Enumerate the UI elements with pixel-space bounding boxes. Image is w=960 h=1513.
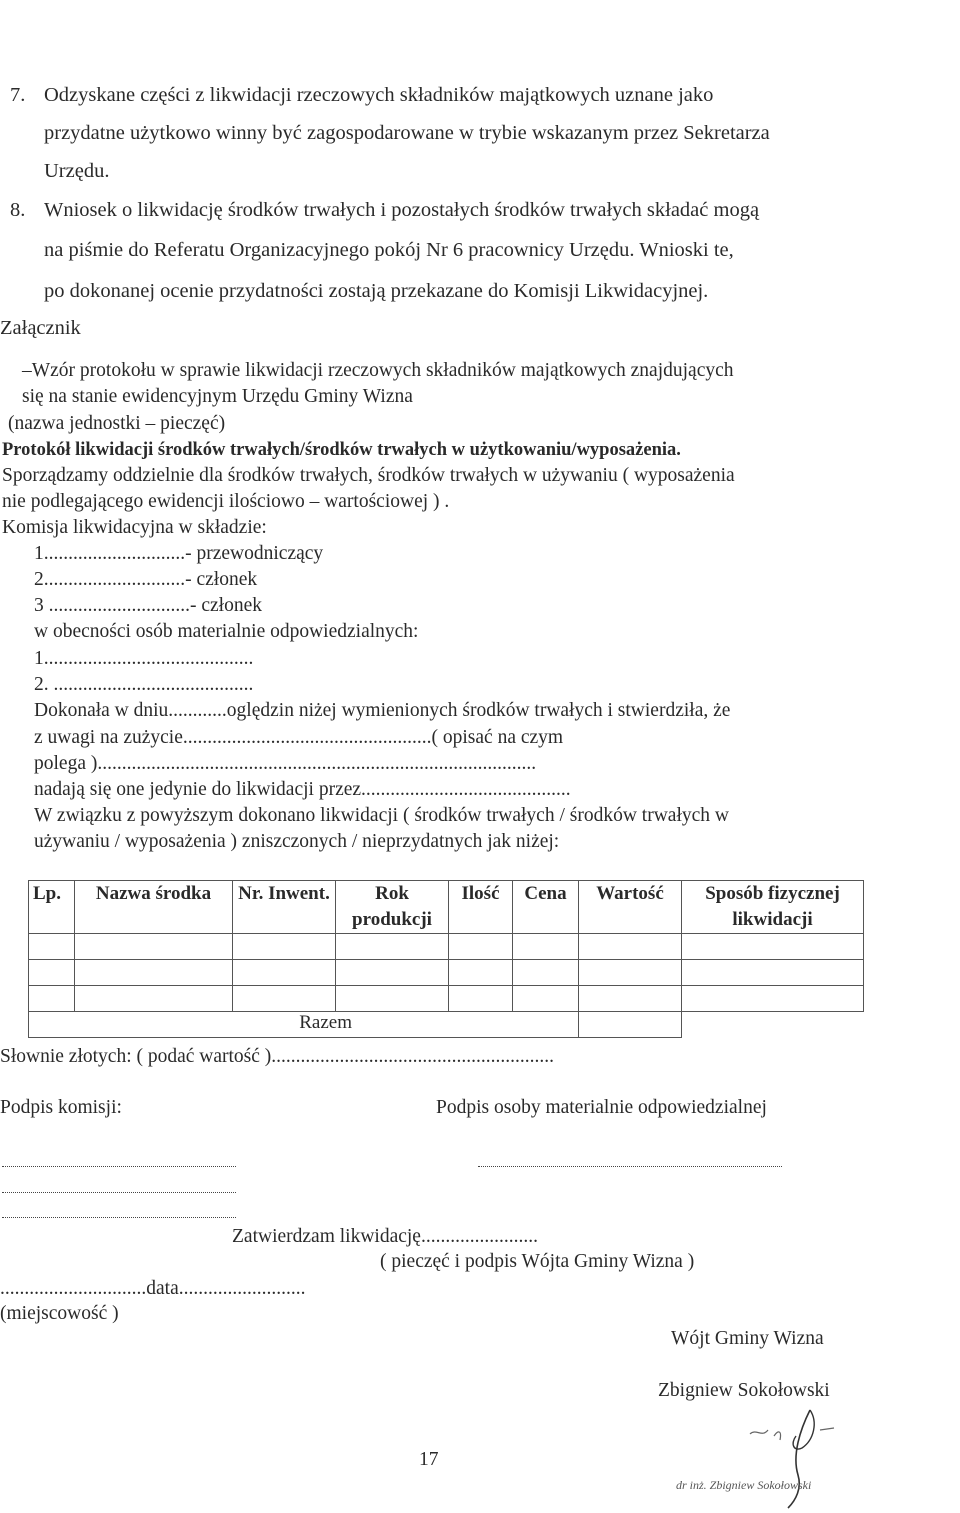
attachment-label: Załącznik xyxy=(0,317,81,339)
table-cell[interactable] xyxy=(579,960,682,986)
header-quantity: Ilość xyxy=(449,881,513,934)
item-7-number: 7. xyxy=(10,84,26,106)
total-value-cell[interactable] xyxy=(579,1012,682,1038)
committee-member-1: 1.............................- przewodniczący xyxy=(34,543,324,564)
table-cell[interactable] xyxy=(29,960,75,986)
item-8-line-3: po dokonanej ocenie przydatności zostają przekazane do Komisji Likwidacyjnej. xyxy=(44,280,709,302)
header-inventory-number: Nr. Inwent. xyxy=(233,881,336,934)
table-cell[interactable] xyxy=(336,934,449,960)
table-cell[interactable] xyxy=(449,960,513,986)
table-cell[interactable] xyxy=(682,960,864,986)
handwritten-signature xyxy=(730,1400,870,1510)
mayor-title: Wójt Gminy Wizna xyxy=(671,1328,824,1349)
total-label: Razem xyxy=(29,1012,579,1038)
official-stamp-text: dr inż. Zbigniew Sokołowski xyxy=(676,1478,812,1492)
table-cell[interactable] xyxy=(75,986,233,1012)
table-row xyxy=(29,986,864,1012)
liquidation-table xyxy=(28,880,864,1038)
header-production-year: Rok produkcji xyxy=(336,881,449,934)
table-cell[interactable] xyxy=(233,986,336,1012)
place-label: (miejscowość ) xyxy=(0,1303,119,1324)
table-cell[interactable] xyxy=(336,960,449,986)
table-cell[interactable] xyxy=(682,986,864,1012)
table-cell[interactable] xyxy=(682,934,864,960)
table-cell[interactable] xyxy=(513,960,579,986)
table-cell[interactable] xyxy=(29,986,75,1012)
table-cell[interactable] xyxy=(513,934,579,960)
committee-member-3: 3 .............................- członek xyxy=(34,595,263,616)
approval-note: ( pieczęć i podpis Wójta Gminy Wizna ) xyxy=(380,1251,695,1272)
inspection-line-5: W związku z powyższym dokonano likwidacji ( środków trwałych / środków trwałych w xyxy=(34,805,729,826)
item-7-line-2: przydatne użytkowo winny być zagospodarowane w trybie wskazanym przez Sekretarza xyxy=(44,122,770,144)
table-cell[interactable] xyxy=(336,986,449,1012)
inspection-line-4: nadają się one jedynie do likwidacji przez........................................... xyxy=(34,779,571,800)
inspection-line-6: używaniu / wyposażenia ) zniszczonych / nieprzydatnych jak niżej: xyxy=(34,831,560,852)
inspection-line-1: Dokonała w dniu............oględzin niżej wymienionych środków trwałych i stwierdziła, że xyxy=(34,700,731,721)
page-number: 17 xyxy=(419,1449,439,1470)
approval-line: Zatwierdzam likwidację........................ xyxy=(232,1226,538,1247)
committee-signature-label: Podpis komisji: xyxy=(0,1097,122,1118)
inspection-line-3: polega ).......................................................................................... xyxy=(34,753,537,774)
table-cell[interactable] xyxy=(75,960,233,986)
responsible-person-1: 1........................................... xyxy=(34,648,254,669)
total-empty-cell xyxy=(682,1012,864,1038)
note-line-2: nie podlegającego ewidencji ilościowo – wartościowej ) . xyxy=(2,491,450,512)
item-7-line-3: Urzędu. xyxy=(44,160,110,182)
table-cell[interactable] xyxy=(233,934,336,960)
table-cell[interactable] xyxy=(579,934,682,960)
amount-in-words: Słownie złotych: ( podać wartość ).......................................................... xyxy=(0,1046,555,1067)
committee-signature-line-1[interactable] xyxy=(2,1166,236,1167)
place-date-line: ..............................data.......................... xyxy=(0,1278,306,1299)
form-intro-line-2: się na stanie ewidencyjnym Urzędu Gminy Wizna xyxy=(22,386,413,407)
item-8-line-1: Wniosek o likwidację środków trwałych i pozostałych środków trwałych składać mogą xyxy=(44,199,760,221)
table-cell[interactable] xyxy=(513,986,579,1012)
inspection-line-2: z uwagi na zużycie...................................................( opisać na czym xyxy=(34,727,564,748)
table-total-row xyxy=(29,1012,864,1038)
item-8-number: 8. xyxy=(10,199,26,221)
table-cell[interactable] xyxy=(449,934,513,960)
committee-signature-line-3[interactable] xyxy=(2,1217,236,1218)
header-lp: Lp. xyxy=(29,881,75,934)
responsible-person-2: 2. ......................................... xyxy=(34,674,254,695)
mayor-name: Zbigniew Sokołowski xyxy=(658,1380,830,1401)
responsible-signature-line[interactable] xyxy=(478,1166,782,1167)
table-row xyxy=(29,934,864,960)
item-8-line-2: na piśmie do Referatu Organizacyjnego pokój Nr 6 pracownicy Urzędu. Wnioski te, xyxy=(44,239,734,261)
presence-label: w obecności osób materialnie odpowiedzialnych: xyxy=(34,621,419,642)
item-7-line-1: Odzyskane części z likwidacji rzeczowych składników majątkowych uznane jako xyxy=(44,84,714,106)
header-value: Wartość xyxy=(579,881,682,934)
table-row xyxy=(29,960,864,986)
table-cell[interactable] xyxy=(233,960,336,986)
table-cell[interactable] xyxy=(579,986,682,1012)
table-cell[interactable] xyxy=(75,934,233,960)
committee-label: Komisja likwidacyjna w składzie: xyxy=(2,517,267,538)
header-disposal-method: Sposób fizycznej likwidacji xyxy=(682,881,864,934)
note-line-1: Sporządzamy oddzielnie dla środków trwałych, środków trwałych w używaniu ( wyposażenia xyxy=(2,465,735,486)
protocol-title: Protokół likwidacji środków trwałych/środków trwałych w użytkowaniu/wyposażenia. xyxy=(2,440,681,460)
table-cell[interactable] xyxy=(29,934,75,960)
unit-stamp-label: (nazwa jednostki – pieczęć) xyxy=(8,413,226,434)
header-asset-name: Nazwa środka xyxy=(75,881,233,934)
committee-member-2: 2.............................- członek xyxy=(34,569,258,590)
header-price: Cena xyxy=(513,881,579,934)
responsible-signature-label: Podpis osoby materialnie odpowiedzialnej xyxy=(436,1097,767,1118)
table-header-row xyxy=(29,881,864,934)
committee-signature-line-2[interactable] xyxy=(2,1192,236,1193)
form-intro-line-1: –Wzór protokołu w sprawie likwidacji rzeczowych składników majątkowych znajdujących xyxy=(22,360,734,381)
table-cell[interactable] xyxy=(449,986,513,1012)
